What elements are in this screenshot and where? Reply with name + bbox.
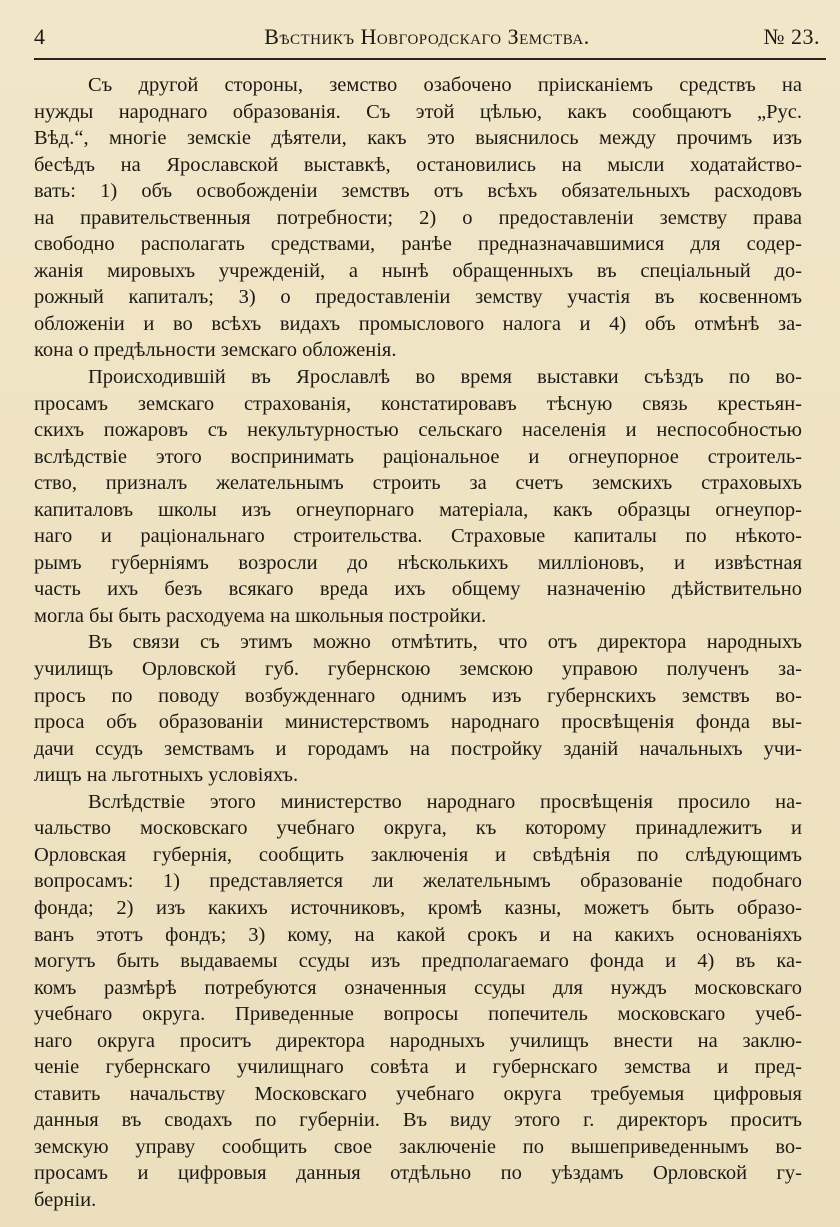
text-line: капиталовъ школы изъ огнеупорнаго матеріала, какъ образцы огнеупор- <box>34 498 802 521</box>
text-line: обложеніи и во всѣхъ видахъ промыслового налога и 4) объ отмѣнѣ за- <box>34 312 802 335</box>
text-line: лищъ на льготныхъ условіяхъ. <box>34 764 299 787</box>
header-rule <box>34 58 826 60</box>
text-line: часть ихъ безъ всякаго вреда ихъ общему назначенію дѣйствительно <box>34 578 802 601</box>
journal-title: Вѣстникъ Новгородскаго Земства. <box>264 24 590 49</box>
text-line: просамъ земскаго страхованія, констатировавъ тѣсную связь крестьян- <box>34 392 802 415</box>
text-line: Происходившій въ Ярославлѣ во время выставки съѣздъ по во- <box>88 366 802 389</box>
paragraph <box>34 364 802 629</box>
text-line: фонда; 2) изъ какихъ источниковъ, кромѣ казны, можетъ быть образо- <box>34 896 802 919</box>
text-line: земскую управу сообщить свое заключеніе по вышеприведеннымъ во- <box>34 1135 802 1158</box>
text-line: Вслѣдствіе этого министерство народнаго просвѣщенія просило на- <box>88 790 802 813</box>
text-line: вать: 1) объ освобожденіи земствъ отъ всѣхъ обязательныхъ расходовъ <box>34 180 802 203</box>
text-line: ванъ этотъ фондъ; 3) кому, на какой срокъ и на какихъ основаніяхъ <box>34 923 802 946</box>
issue-number: № 23. <box>763 24 820 49</box>
text-line: просъ по поводу возбужденнаго однимъ изъ губернскихъ земствъ во- <box>34 684 802 707</box>
text-line: училищъ Орловской губ. губернскою земскою управою полученъ за- <box>34 658 802 681</box>
paragraph <box>34 789 802 1214</box>
text-line: на правительственныя потребности; 2) о предоставленіи земству права <box>34 206 802 229</box>
paragraph <box>34 72 802 364</box>
paragraph <box>34 629 802 788</box>
text-line: нужды народнаго образованія. Съ этой цѣлью, какъ сообщаютъ „Рус. <box>34 100 802 123</box>
running-header <box>34 24 820 58</box>
text-line: могутъ быть выдаваемы ссуды изъ предполагаемаго фонда и 4) въ ка- <box>34 950 802 973</box>
text-line: кона о предѣльности земскаго обложенія. <box>34 339 397 362</box>
page-number: 4 <box>34 24 46 49</box>
text-line: наго и раціональнаго строительства. Страховые капиталы по нѣкото- <box>34 525 802 548</box>
text-line: вопросамъ: 1) представляется ли желательнымъ образованіе подобнаго <box>34 870 802 893</box>
text-line: Съ другой стороны, земство озабочено прiисканiемъ средствъ на <box>88 74 802 96</box>
text-line: жанія мировыхъ учрежденій, а нынѣ обращенныхъ въ спеціальный до- <box>34 259 802 282</box>
text-line: проса объ образованіи министерствомъ народнаго просвѣщенія фонда вы- <box>34 711 802 734</box>
text-line: Вѣд.“, многіе земскіе дѣятели, какъ это выяснилось между прочимъ изъ <box>34 127 802 150</box>
text-line: рымъ губерніямъ возросли до нѣсколькихъ милліоновъ, и извѣстная <box>34 551 802 574</box>
text-line: Въ связи съ этимъ можно отмѣтить, что отъ директора народныхъ <box>88 631 802 654</box>
text-line: комъ размѣрѣ потребуются означенныя ссуды для нуждъ московскаго <box>34 976 802 999</box>
text-line: учебнаго округа. Приведенные вопросы попечитель московскаго учеб- <box>34 1003 802 1026</box>
text-line: рожный капиталъ; 3) о предоставленіи земству участія въ косвенномъ <box>34 286 802 309</box>
text-line: ченіе губернскаго училищнаго совѣта и губернскаго земства и пред- <box>34 1056 802 1079</box>
text-line: Орловская губернія, сообщить заключенія и свѣдѣнія по слѣдующимъ <box>34 843 802 866</box>
text-line: наго округа проситъ директора народныхъ училищъ внести на заклю- <box>34 1029 802 1052</box>
text-line: свободно располагать средствами, ранѣе предназначавшимися для содер- <box>34 233 802 256</box>
text-line: просамъ и цифровыя данныя отдѣльно по уѣздамъ Орловской гу- <box>34 1162 802 1185</box>
article-body <box>34 72 802 1214</box>
text-line: ство, призналъ желательнымъ строить за счетъ земскихъ страховыхъ <box>34 472 802 495</box>
text-line: могла бы быть расходуема на школьныя постройки. <box>34 604 487 627</box>
text-line: данныя въ сводахъ по губерніи. Въ виду этого г. директоръ проситъ <box>34 1109 802 1132</box>
text-line: бесѣдъ на Ярославской выставкѣ, остановились на мысли ходатайство- <box>34 153 802 176</box>
text-line: вслѣдствіе этого воспринимать раціональное и огнеупорное строитель- <box>34 445 802 468</box>
text-line: дачи ссудъ земствамъ и городамъ на постройку зданій начальныхъ учи- <box>34 737 802 760</box>
text-line: берніи. <box>34 1188 97 1211</box>
text-line: скихъ пожаровъ съ некультурностью сельскаго населенія и неспособностью <box>34 419 802 442</box>
text-line: чальство московскаго учебнаго округа, къ которому принадлежитъ и <box>34 817 802 840</box>
text-line: ставить начальству Московскаго учебнаго округа требуемыя цифровыя <box>34 1082 802 1105</box>
